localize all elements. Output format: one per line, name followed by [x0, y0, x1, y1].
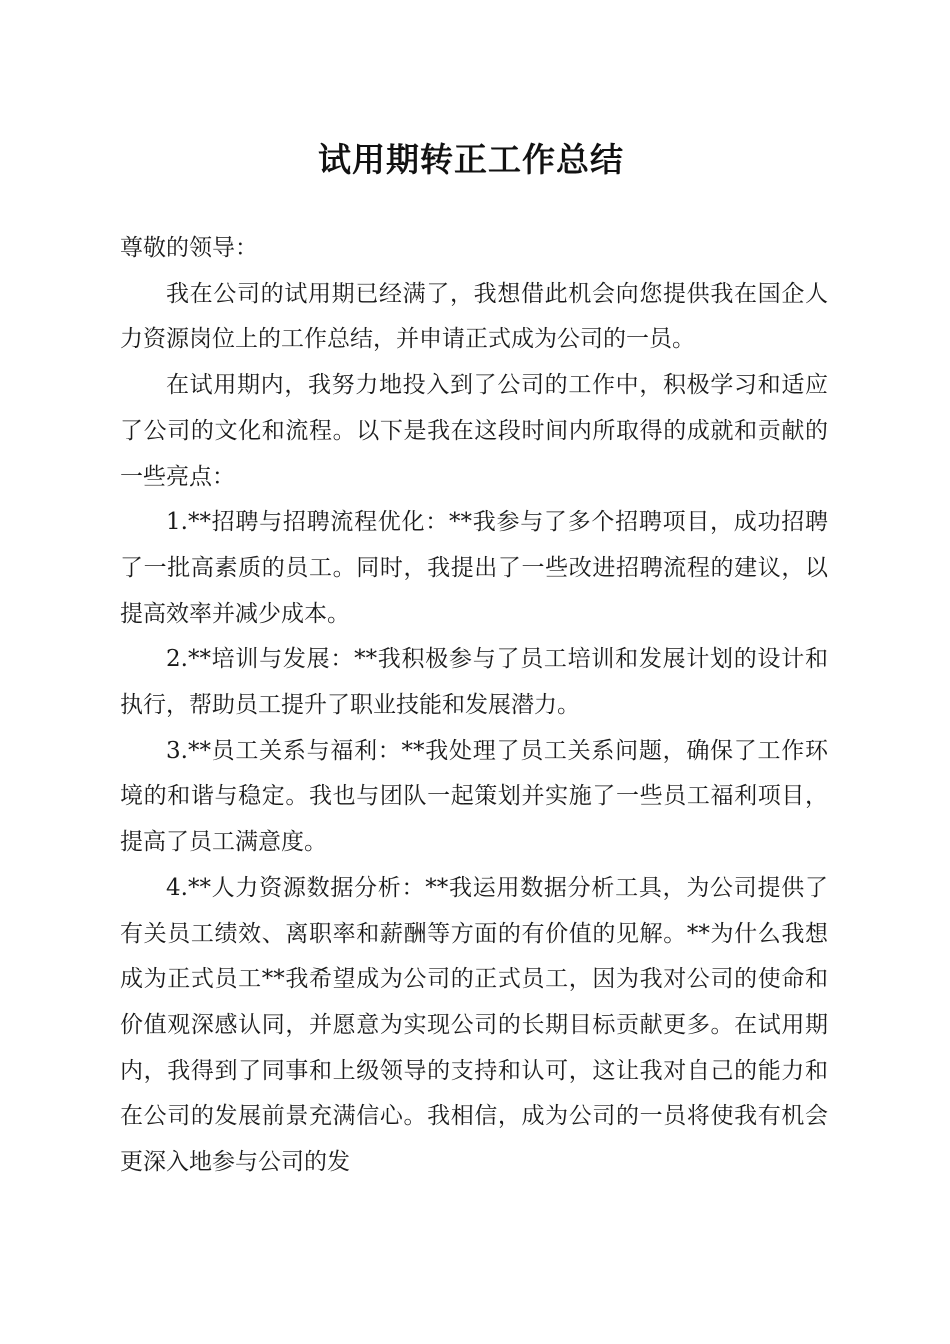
paragraph-item-recruitment: 1.**招聘与招聘流程优化：**我参与了多个招聘项目，成功招聘了一批高素质的员工。同时，我提出了一些改进招聘流程的建议，以提高效率并减少成本。	[120, 509, 828, 627]
paragraph-item-training: 2.**培训与发展：**我积极参与了员工培训和发展计划的设计和执行，帮助员工提升了职业技能和发展潜力。	[120, 646, 828, 719]
salutation: 尊敬的领导：	[120, 235, 258, 261]
paragraph-item-employee-relations: 3.**员工关系与福利：**我处理了员工关系问题，确保了工作环境的和谐与稳定。我也与团队一起策划并实施了一些员工福利项目，提高了员工满意度。	[120, 737, 828, 856]
document-body	[120, 226, 828, 1186]
paragraph-item-data-analysis: 4.**人力资源数据分析：**我运用数据分析工具，为公司提供了有关员工绩效、离职率和薪酬等方面的有价值的见解。**为什么我想成为正式员工**我希望成为公司的正式员工，因为我对公司的使命和价值观深感认同，并愿意为实现公司的长期目标贡献更多。在试用期内，我得到了同事和上级领导的支持和认可，这让我对自己的能力和在公司的发展前景充满信心。我相信，成为公司的一员将使我有机会更深入地参与公司的发	[120, 874, 828, 1176]
paragraph-achievements-intro: 在试用期内，我努力地投入到了公司的工作中，积极学习和适应了公司的文化和流程。以下是我在这段时间内所取得的成就和贡献的一些亮点：	[120, 372, 828, 490]
document-title: 试用期转正工作总结	[318, 140, 624, 179]
paragraph-intro: 我在公司的试用期已经满了，我想借此机会向您提供我在国企人力资源岗位上的工作总结，并申请正式成为公司的一员。	[120, 280, 828, 353]
